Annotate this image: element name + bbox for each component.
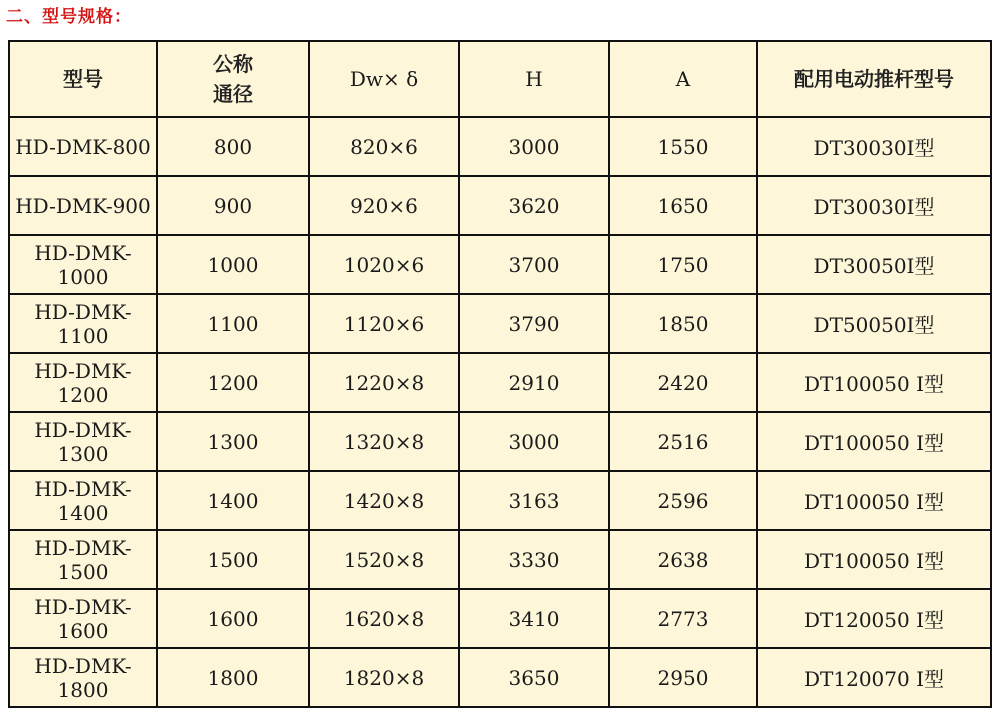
cell-dw: 1620×8 <box>309 589 459 648</box>
cell-h: 3790 <box>459 294 609 353</box>
cell-model: HD-DMK-1600 <box>9 589 157 648</box>
table-row <box>9 294 991 353</box>
cell-actuator: DT100050 Ⅰ型 <box>757 471 991 530</box>
header-model: 型号 <box>9 41 157 117</box>
header-nominal-line2: 通径 <box>213 82 253 106</box>
header-actuator-model: 配用电动推杆型号 <box>757 41 991 117</box>
cell-dw: 820×6 <box>309 117 459 176</box>
spec-table <box>8 40 992 708</box>
cell-dw: 1420×8 <box>309 471 459 530</box>
cell-actuator: DT120050 Ⅰ型 <box>757 589 991 648</box>
table-row <box>9 176 991 235</box>
cell-h: 3000 <box>459 117 609 176</box>
cell-model: HD-DMK-1500 <box>9 530 157 589</box>
table-row <box>9 530 991 589</box>
header-nominal-line1: 公称 <box>213 52 253 76</box>
cell-nominal: 1600 <box>157 589 309 648</box>
cell-dw: 1120×6 <box>309 294 459 353</box>
header-row <box>9 41 991 117</box>
header-dw-delta: Dw× δ <box>309 41 459 117</box>
cell-a: 1850 <box>609 294 757 353</box>
cell-a: 2773 <box>609 589 757 648</box>
cell-a: 2516 <box>609 412 757 471</box>
cell-model: HD-DMK-1800 <box>9 648 157 707</box>
cell-nominal: 1100 <box>157 294 309 353</box>
section-title: 二、型号规格： <box>6 7 132 27</box>
cell-dw: 1320×8 <box>309 412 459 471</box>
cell-model: HD-DMK-1000 <box>9 235 157 294</box>
cell-actuator: DT100050 Ⅰ型 <box>757 530 991 589</box>
cell-actuator: DT30050Ⅰ型 <box>757 235 991 294</box>
cell-dw: 1820×8 <box>309 648 459 707</box>
cell-dw: 1520×8 <box>309 530 459 589</box>
cell-model: HD-DMK-1200 <box>9 353 157 412</box>
cell-model: HD-DMK-1300 <box>9 412 157 471</box>
cell-nominal: 1200 <box>157 353 309 412</box>
cell-h: 3410 <box>459 589 609 648</box>
cell-a: 2950 <box>609 648 757 707</box>
cell-nominal: 800 <box>157 117 309 176</box>
header-nominal-diameter <box>157 41 309 117</box>
cell-h: 3650 <box>459 648 609 707</box>
cell-h: 3700 <box>459 235 609 294</box>
cell-dw: 1020×6 <box>309 235 459 294</box>
cell-model: HD-DMK-1400 <box>9 471 157 530</box>
header-a: A <box>609 41 757 117</box>
cell-model: HD-DMK-900 <box>9 176 157 235</box>
cell-actuator: DT100050 Ⅰ型 <box>757 353 991 412</box>
cell-a: 1650 <box>609 176 757 235</box>
cell-a: 1550 <box>609 117 757 176</box>
cell-h: 3330 <box>459 530 609 589</box>
table-row <box>9 412 991 471</box>
cell-nominal: 1000 <box>157 235 309 294</box>
cell-nominal: 900 <box>157 176 309 235</box>
header-h: H <box>459 41 609 117</box>
cell-h: 3163 <box>459 471 609 530</box>
cell-a: 1750 <box>609 235 757 294</box>
cell-model: HD-DMK-1100 <box>9 294 157 353</box>
table-row <box>9 353 991 412</box>
cell-actuator: DT50050Ⅰ型 <box>757 294 991 353</box>
table-row <box>9 117 991 176</box>
cell-actuator: DT120070 Ⅰ型 <box>757 648 991 707</box>
cell-nominal: 1800 <box>157 648 309 707</box>
cell-model: HD-DMK-800 <box>9 117 157 176</box>
table-row <box>9 589 991 648</box>
cell-dw: 1220×8 <box>309 353 459 412</box>
cell-h: 2910 <box>459 353 609 412</box>
cell-a: 2638 <box>609 530 757 589</box>
cell-h: 3620 <box>459 176 609 235</box>
table-row <box>9 648 991 707</box>
cell-dw: 920×6 <box>309 176 459 235</box>
cell-actuator: DT30030Ⅰ型 <box>757 117 991 176</box>
cell-h: 3000 <box>459 412 609 471</box>
cell-actuator: DT30030Ⅰ型 <box>757 176 991 235</box>
cell-nominal: 1400 <box>157 471 309 530</box>
cell-a: 2420 <box>609 353 757 412</box>
table-row <box>9 235 991 294</box>
cell-nominal: 1300 <box>157 412 309 471</box>
cell-actuator: DT100050 Ⅰ型 <box>757 412 991 471</box>
cell-a: 2596 <box>609 471 757 530</box>
table-row <box>9 471 991 530</box>
cell-nominal: 1500 <box>157 530 309 589</box>
